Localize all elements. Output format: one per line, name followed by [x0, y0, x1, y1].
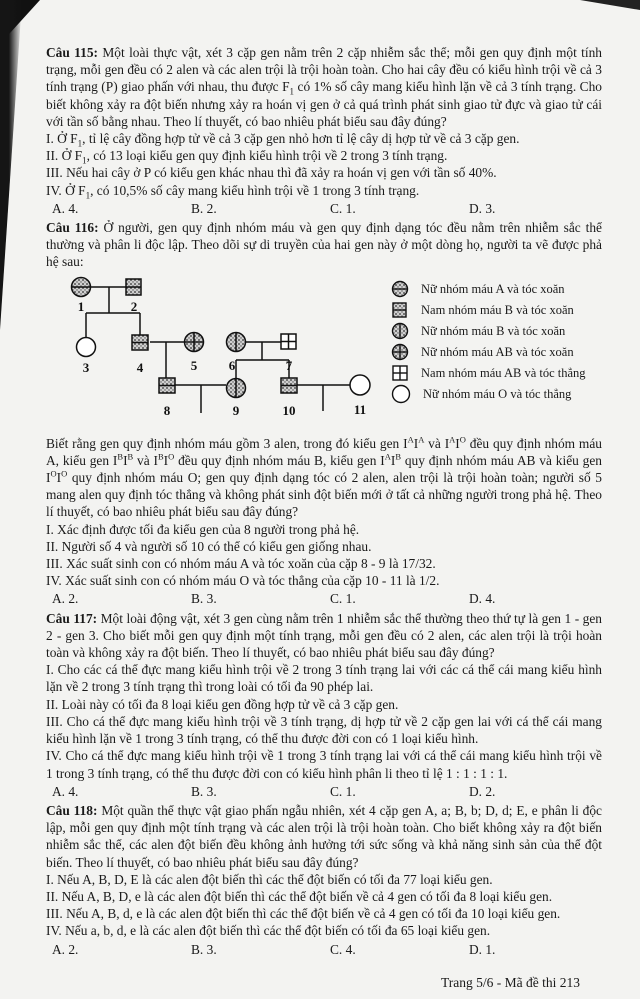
- label-3: 3: [82, 359, 90, 375]
- label-10: 10: [282, 402, 296, 418]
- answer-d[interactable]: D. 2.: [469, 783, 496, 799]
- statement: III. Nếu A, B, d, e là các alen đột biến thì các thể đột biến về cả 4 gen có tối đa 10 loại kiểu gen.: [46, 906, 561, 922]
- question-stem: [46, 610, 602, 662]
- male-blood-B-curly-icon: [391, 301, 409, 319]
- statement-text: II. Ở F: [46, 148, 83, 164]
- allele-I: I: [380, 452, 385, 468]
- question-text: Một loài thực vật, xét 3 cặp gen nằm trên 2 cặp nhiễm sắc thể; mỗi gen quy định một tính trạng, mỗi gen đều có 2 alen và các alen trội là trội hoàn toàn. Cho hai cây đều có kiểu hình trội về cả 3 tính trạng (P) giao phấn với nhau, thu được F: [46, 45, 603, 95]
- legend-label: Nam nhóm máu AB và tóc thẳng: [421, 365, 586, 380]
- question-label: Câu 116:: [46, 220, 99, 236]
- label-1: 1: [77, 298, 85, 314]
- answer-a[interactable]: A. 4.: [52, 783, 79, 799]
- allele-I: I: [153, 452, 158, 468]
- answer-c[interactable]: C. 1.: [330, 591, 356, 607]
- superscript: O: [168, 451, 175, 462]
- male-blood-AB-straight-icon: [391, 364, 409, 382]
- legend-label: Nữ nhóm máu B và tóc xoăn: [421, 323, 566, 338]
- question-text: Ở người, gen quy định nhóm máu và gen quy định dạng tóc đều nằm trên nhiễm sắc thể thường và phân li độc lập. Theo dõi sự di truyền của hai gen này ở một dòng họ, người ta vẽ được phả hệ sau:: [46, 220, 602, 270]
- superscript: O: [459, 434, 466, 445]
- statement: IV. Cho cá thể đực mang kiểu hình trội về 1 trong 3 tính trạng lai với cá thể cái mang kiểu hình trội về 1 trong 3 tính trạng, có thể thu được đời con có kiểu hình phân li theo tỉ lệ 1 : 1 : 1 : 1.: [46, 748, 602, 781]
- statement: I. Nếu A, B, D, E là các alen đột biến thì các thể đột biến có tối đa 77 loại kiểu gen.: [46, 871, 493, 887]
- legend-item: [391, 384, 602, 405]
- answer-d[interactable]: D. 3.: [469, 200, 496, 216]
- individual-1: [72, 277, 91, 296]
- legend-item: [391, 300, 602, 321]
- statement: I. Xác định được tối đa kiểu gen của 8 người trong phả hệ.: [46, 521, 360, 537]
- answer-b[interactable]: B. 3.: [191, 591, 217, 607]
- body-text: quy định nhóm máu AB và kiểu gen: [400, 452, 602, 468]
- body-text: quy định nhóm máu O; gen quy định dạng tóc có 2 alen, alen trội là trội hoàn toàn; người số 5 mang alen quy định tóc thẳng và không phát sinh đột biến mới ở tất cả những người trong phả hệ. Theo lí thuyết, có bao nhiêu phát biểu sau đây đúng?: [46, 470, 602, 520]
- answer-options: [46, 200, 602, 217]
- label-4: 4: [136, 359, 144, 375]
- individual-8: [159, 378, 175, 393]
- question-stem: [46, 44, 602, 130]
- superscript: B: [395, 451, 401, 462]
- answer-c[interactable]: C. 1.: [330, 200, 356, 216]
- body-text: và: [133, 452, 154, 468]
- statement: II. Người số 4 và người số 10 có thể có kiểu gen giống nhau.: [46, 538, 372, 554]
- superscript: O: [50, 468, 57, 479]
- statement-text: IV. Ở F: [46, 182, 86, 198]
- superscript: O: [61, 468, 68, 479]
- statement: [46, 164, 602, 181]
- statement: I. Cho các cá thể đực mang kiểu hình trội về 2 trong 3 tính trạng lai với các cá thể cái mang kiểu hình lặn về 2 trong 3 tính trạng thì trong loài có tối đa 90 phép lai.: [46, 662, 602, 695]
- statement: [46, 147, 602, 164]
- superscript: B: [127, 451, 134, 462]
- pedigree-lines: [86, 287, 350, 413]
- legend-item: [391, 363, 602, 384]
- statement: [46, 182, 602, 199]
- body-text: đều quy định nhóm máu A, kiểu gen: [46, 435, 602, 468]
- statement: IV. Xác suất sinh con có nhóm máu O và tóc thẳng của cặp 10 - 11 là 1/2.: [46, 573, 440, 589]
- statement: III. Cho cá thể đực mang kiểu hình trội về 3 tính trạng, dị hợp tử về 2 cặp gen lai với cá thể cái mang kiểu hình lặn về 1 trong 3 tính trạng, có thể thu được đời con có 1 loại kiểu hình.: [46, 713, 602, 747]
- statement-text: , có 10,5% số cây mang kiểu hình trội về 1 trong 3 tính trạng.: [90, 182, 420, 198]
- female-blood-AB-curly-icon: [391, 343, 409, 361]
- answer-options: [46, 590, 602, 607]
- individual-4: [132, 335, 148, 350]
- question-stem: [46, 802, 602, 871]
- superscript: B: [117, 451, 124, 462]
- page-footer: Trang 5/6 - Mã đề thi 213: [441, 974, 580, 990]
- label-2: 2: [130, 298, 138, 314]
- superscript: B: [157, 451, 164, 462]
- statement: II. Nếu A, B, D, e là các alen đột biến thì các thể đột biến về cả 4 gen có tối đa 8 loại kiểu gen.: [46, 888, 553, 904]
- subscript: 1: [85, 190, 91, 201]
- question-label: Câu 117:: [46, 610, 98, 626]
- statement-text: , có 13 loại kiểu gen quy định kiểu hình trội về 2 trong 3 tính trạng.: [86, 148, 448, 164]
- subscript: 1: [82, 155, 87, 166]
- body-text: Biết rằng gen quy định nhóm máu gồm 3 alen, trong đó kiểu gen I: [46, 435, 408, 451]
- question-stem: [46, 219, 602, 271]
- question-label: Câu 115:: [46, 45, 98, 60]
- answer-c[interactable]: C. 1.: [330, 783, 356, 799]
- legend-item: [391, 342, 602, 363]
- superscript: A: [407, 434, 414, 445]
- answer-d[interactable]: D. 4.: [469, 591, 496, 607]
- individual-7: [281, 334, 296, 349]
- subscript: 1: [77, 138, 83, 149]
- question-116: [46, 219, 602, 608]
- statement-text: , tỉ lệ cây đồng hợp tử về cả 3 cặp gen nhỏ hơn tỉ lệ cây dị hợp tử về cả 3 cặp gen.: [82, 131, 520, 147]
- statement: [46, 130, 602, 147]
- label-9: 9: [232, 402, 240, 418]
- pedigree-chart: [46, 275, 602, 433]
- answer-a[interactable]: A. 4.: [52, 200, 79, 216]
- question-label: Câu 118:: [46, 802, 98, 818]
- superscript: A: [384, 451, 391, 462]
- legend-label: Nam nhóm máu B và tóc xoăn: [421, 302, 574, 317]
- legend-label: Nữ nhóm máu AB và tóc xoăn: [421, 344, 574, 359]
- question-text: có 1% số cây mang kiểu hình lặn về cả 3 tính trạng. Cho biết không xảy ra đột biến nhưng xảy ra hoán vị gen ở cả quá trình phát sinh giao tử đực và giao tử cái với tần số bằng nhau. Theo lí thuyết, có bao nhiêu phát biểu sau đây đúng?: [46, 79, 602, 129]
- scan-shadow-edge: [0, 0, 22, 330]
- label-6: 6: [228, 357, 236, 373]
- allele-I: I: [444, 435, 450, 451]
- individual-6: [227, 332, 246, 351]
- allele-I: I: [123, 452, 128, 468]
- pedigree-legend: [391, 279, 602, 405]
- answer-a[interactable]: A. 2.: [52, 591, 79, 607]
- question-115: [46, 44, 602, 217]
- answer-b[interactable]: B. 3.: [191, 941, 217, 957]
- question-body: [46, 435, 602, 521]
- statement-text: III. Nếu hai cây ở P có kiểu gen khác nhau thì đã xảy ra hoán vị gen với tần số 40%.: [46, 165, 497, 181]
- legend-item: [391, 321, 602, 342]
- statement: II. Loài này có tối đa 8 loại kiểu gen đồng hợp tử về cả 3 cặp gen.: [46, 696, 399, 712]
- allele-I: I: [390, 452, 396, 468]
- allele-I: I: [112, 452, 118, 468]
- statement: III. Xác suất sinh con có nhóm máu A và tóc xoăn của cặp 8 - 9 là 17/32.: [46, 556, 436, 572]
- body-text: và: [424, 435, 445, 451]
- allele-I: I: [56, 470, 62, 486]
- answer-d[interactable]: D. 1.: [469, 941, 496, 957]
- female-blood-B-curly-icon: [391, 322, 409, 340]
- answer-c[interactable]: C. 4.: [330, 941, 356, 957]
- label-5: 5: [190, 357, 198, 373]
- question-text: Một quần thể thực vật giao phấn ngẫu nhiên, xét 4 cặp gen A, a; B, b; D, d; E, e phân li độc lập, mỗi gen quy định một tính trạng và các alen trội là trội hoàn toàn. Cho biết không xảy ra đột biến nhiễm sắc thể, các alen đột biến đều không ảnh hưởng tới sức sống và khả năng sinh sản của thể đột biến. Theo lí thuyết, có bao nhiêu phát biểu sau đây đúng?: [46, 802, 602, 870]
- superscript: A: [418, 434, 425, 445]
- body-text: đều quy định nhóm máu B, kiểu gen: [174, 452, 381, 468]
- question-118: [46, 802, 602, 958]
- individual-9: [227, 378, 246, 397]
- label-8: 8: [163, 402, 171, 418]
- allele-I: I: [46, 470, 51, 486]
- label-11: 11: [353, 401, 367, 417]
- individual-3: [77, 337, 96, 356]
- individual-10: [281, 378, 297, 393]
- individual-5: [185, 332, 204, 351]
- exam-page: [46, 0, 602, 991]
- allele-I: I: [163, 452, 169, 468]
- legend-item: [391, 279, 602, 300]
- superscript: A: [449, 434, 456, 445]
- answer-b[interactable]: B. 2.: [191, 200, 217, 216]
- subscript: 1: [289, 87, 295, 98]
- answer-options: [46, 783, 602, 800]
- question-117: [46, 610, 602, 800]
- answer-a[interactable]: A. 2.: [52, 941, 79, 957]
- label-7: 7: [285, 357, 293, 373]
- statement: IV. Nếu a, b, d, e là các alen đột biến thì các thể đột biến có tối đa 65 loại kiểu gen.: [46, 923, 491, 939]
- allele-I: I: [413, 435, 419, 451]
- pedigree-diagram: [46, 275, 386, 433]
- legend-label: Nữ nhóm máu A và tóc xoăn: [421, 281, 565, 296]
- answer-b[interactable]: B. 3.: [191, 783, 217, 799]
- individual-11: [350, 375, 370, 395]
- individual-2: [126, 279, 141, 295]
- female-blood-A-curly-icon: [391, 280, 409, 298]
- question-text: Một loài động vật, xét 3 gen cùng nằm trên 1 nhiễm sắc thể thường theo thứ tự là gen 1 - gen 2 - gen 3. Cho biết mỗi gen quy định một tính trạng, mỗi gen đều có 2 alen, các alen trội là trội hoàn toàn và không xảy ra đột biến. Theo lí thuyết, có bao nhiêu phát biểu sau đây đúng?: [46, 610, 603, 661]
- female-blood-O-straight-icon: [391, 384, 411, 404]
- allele-I: I: [455, 435, 460, 451]
- statement-text: I. Ở F: [46, 131, 78, 147]
- legend-label: Nữ nhóm máu O và tóc thẳng: [423, 386, 572, 401]
- answer-options: [46, 941, 602, 958]
